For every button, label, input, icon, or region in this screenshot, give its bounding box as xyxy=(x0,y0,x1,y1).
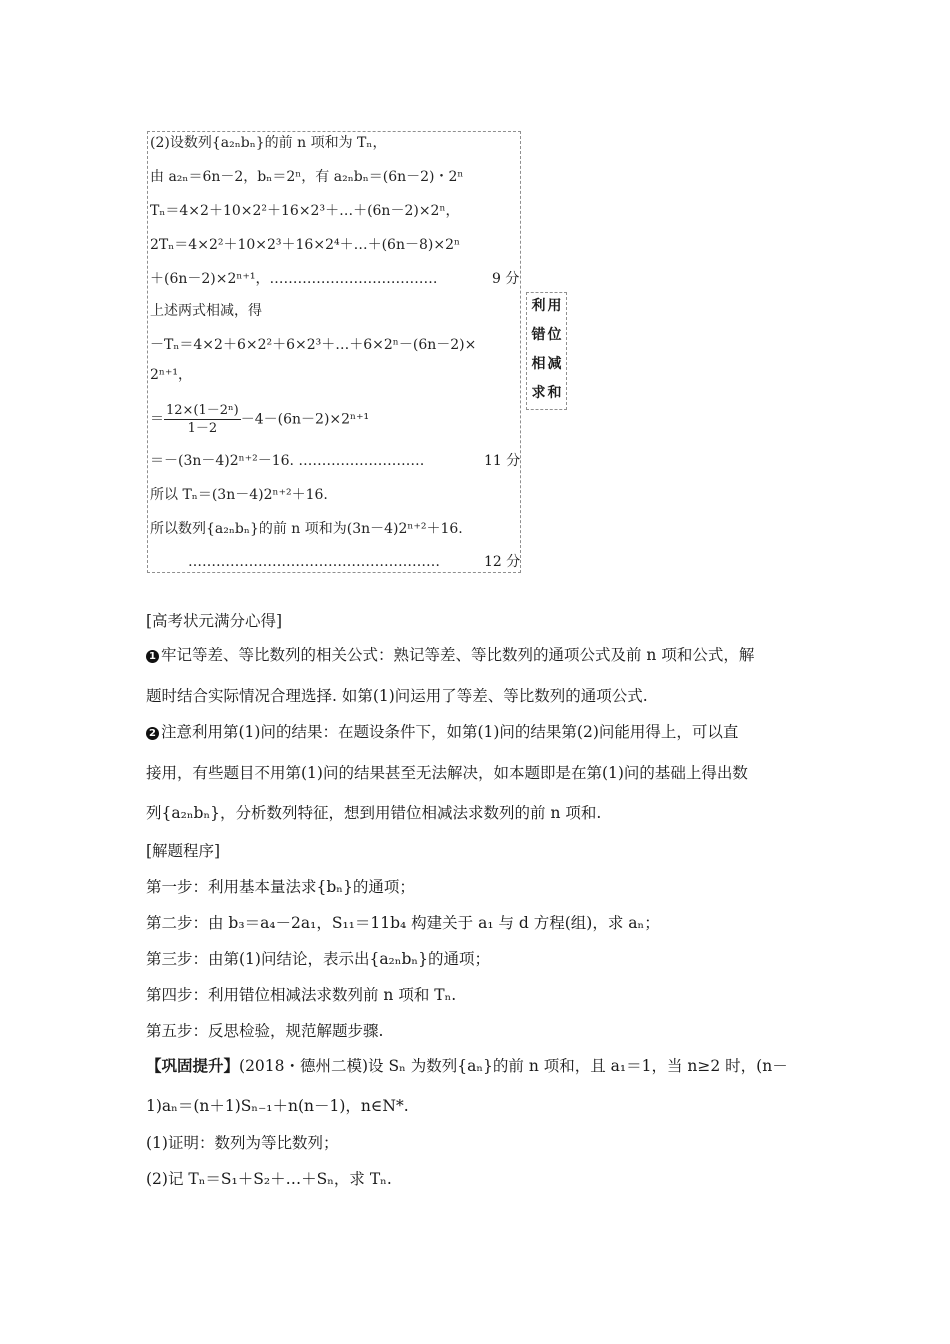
solution-line: 2Tₙ＝4×2²＋10×2³＋16×2⁴＋…＋(6n－8)×2ⁿ xyxy=(150,237,461,253)
fraction-suffix: －4－(6n－2)×2ⁿ⁺¹ xyxy=(240,411,370,428)
side-note-line: 利用 xyxy=(531,298,564,314)
procedure-step: 第一步：利用基本量法求{bₙ}的通项； xyxy=(146,878,415,896)
solution-line: 2ⁿ⁺¹， xyxy=(150,367,192,383)
number-bullet-icon: 1 xyxy=(146,650,159,663)
fraction xyxy=(164,403,241,436)
fraction-line xyxy=(150,403,369,436)
experience-heading: [高考状元满分心得] xyxy=(146,612,283,630)
experience-text: 列{a₂ₙbₙ}，分析数列特征，想到用错位相减法求数列的前 n 项和. xyxy=(146,804,602,822)
score-label: 11 分 xyxy=(484,453,521,469)
solution-line: ＝－(3n－4)2ⁿ⁺²－16. ……………………… xyxy=(150,453,425,469)
solution-line: (2)设数列{a₂ₙbₙ}的前 n 项和为 Tₙ， xyxy=(150,135,387,151)
side-note-line: 求和 xyxy=(531,385,564,401)
solution-line: 所以数列{a₂ₙbₙ}的前 n 项和为(3n－4)2ⁿ⁺²＋16. xyxy=(150,521,463,537)
solution-line: ＋(6n－2)×2ⁿ⁺¹，……………………………… xyxy=(150,271,438,287)
consolidate-problem xyxy=(146,1056,788,1076)
experience-text: 牢记等差、等比数列的相关公式：熟记等差、等比数列的通项公式及前 n 项和公式，解 xyxy=(161,646,755,664)
fraction-numerator: 12×(1－2ⁿ) xyxy=(166,403,239,418)
procedure-step: 第二步：由 b₃＝a₄－2a₁，S₁₁＝11b₄ 构建关于 a₁ 与 d 方程(组)，求 aₙ； xyxy=(146,914,660,932)
procedure-heading: [解题程序] xyxy=(146,842,221,860)
score-label: 9 分 xyxy=(492,271,520,287)
consolidate-part-1: (1)证明：数列为等比数列； xyxy=(146,1134,339,1152)
experience-text: 注意利用第(1)问的结果：在题设条件下，如第(1)问的结果第(2)问能用得上，可以直 xyxy=(161,723,739,741)
side-note-line: 错位 xyxy=(531,327,564,343)
side-note xyxy=(526,292,567,410)
number-bullet-icon: 2 xyxy=(146,727,159,740)
experience-text: 题时结合实际情况合理选择. 如第(1)问运用了等差、等比数列的通项公式. xyxy=(146,687,648,705)
experience-item-1 xyxy=(146,645,754,665)
solution-line: ……………………………………………… xyxy=(188,554,440,570)
solution-line: －Tₙ＝4×2＋6×2²＋6×2³＋…＋6×2ⁿ－(6n－2)× xyxy=(150,337,477,353)
solution-line: Tₙ＝4×2＋10×2²＋16×2³＋…＋(6n－2)×2ⁿ， xyxy=(150,203,460,219)
procedure-step: 第三步：由第(1)问结论，表示出{a₂ₙbₙ}的通项； xyxy=(146,950,490,968)
side-note-line: 相减 xyxy=(531,356,564,372)
solution-line: 所以 Tₙ＝(3n－4)2ⁿ⁺²＋16. xyxy=(150,487,328,503)
consolidate-text: 1)aₙ＝(n＋1)Sₙ₋₁＋n(n－1)，n∈N*. xyxy=(146,1097,409,1115)
consolidate-part-2: (2)记 Tₙ＝S₁＋S₂＋…＋Sₙ，求 Tₙ. xyxy=(146,1170,392,1188)
consolidate-label: 【巩固提升】 xyxy=(146,1056,240,1075)
score-label: 12 分 xyxy=(484,554,521,570)
experience-item-2 xyxy=(146,722,738,742)
consolidate-text: (2018・德州二模)设 Sₙ 为数列{aₙ}的前 n 项和，且 a₁＝1，当 n≥2 时，(n－ xyxy=(239,1057,788,1075)
solution-line: 由 a₂ₙ＝6n－2，bₙ＝2ⁿ，有 a₂ₙbₙ＝(6n－2)・2ⁿ xyxy=(150,169,464,185)
procedure-step: 第五步：反思检验，规范解题步骤. xyxy=(146,1022,384,1040)
solution-line: 上述两式相减，得 xyxy=(150,303,262,319)
fraction-prefix: ＝ xyxy=(150,411,164,428)
procedure-step: 第四步：利用错位相减法求数列前 n 项和 Tₙ. xyxy=(146,986,457,1004)
fraction-denominator: 1－2 xyxy=(187,421,218,436)
experience-text: 接用，有些题目不用第(1)问的结果甚至无法解决，如本题即是在第(1)问的基础上得出数 xyxy=(146,764,748,782)
